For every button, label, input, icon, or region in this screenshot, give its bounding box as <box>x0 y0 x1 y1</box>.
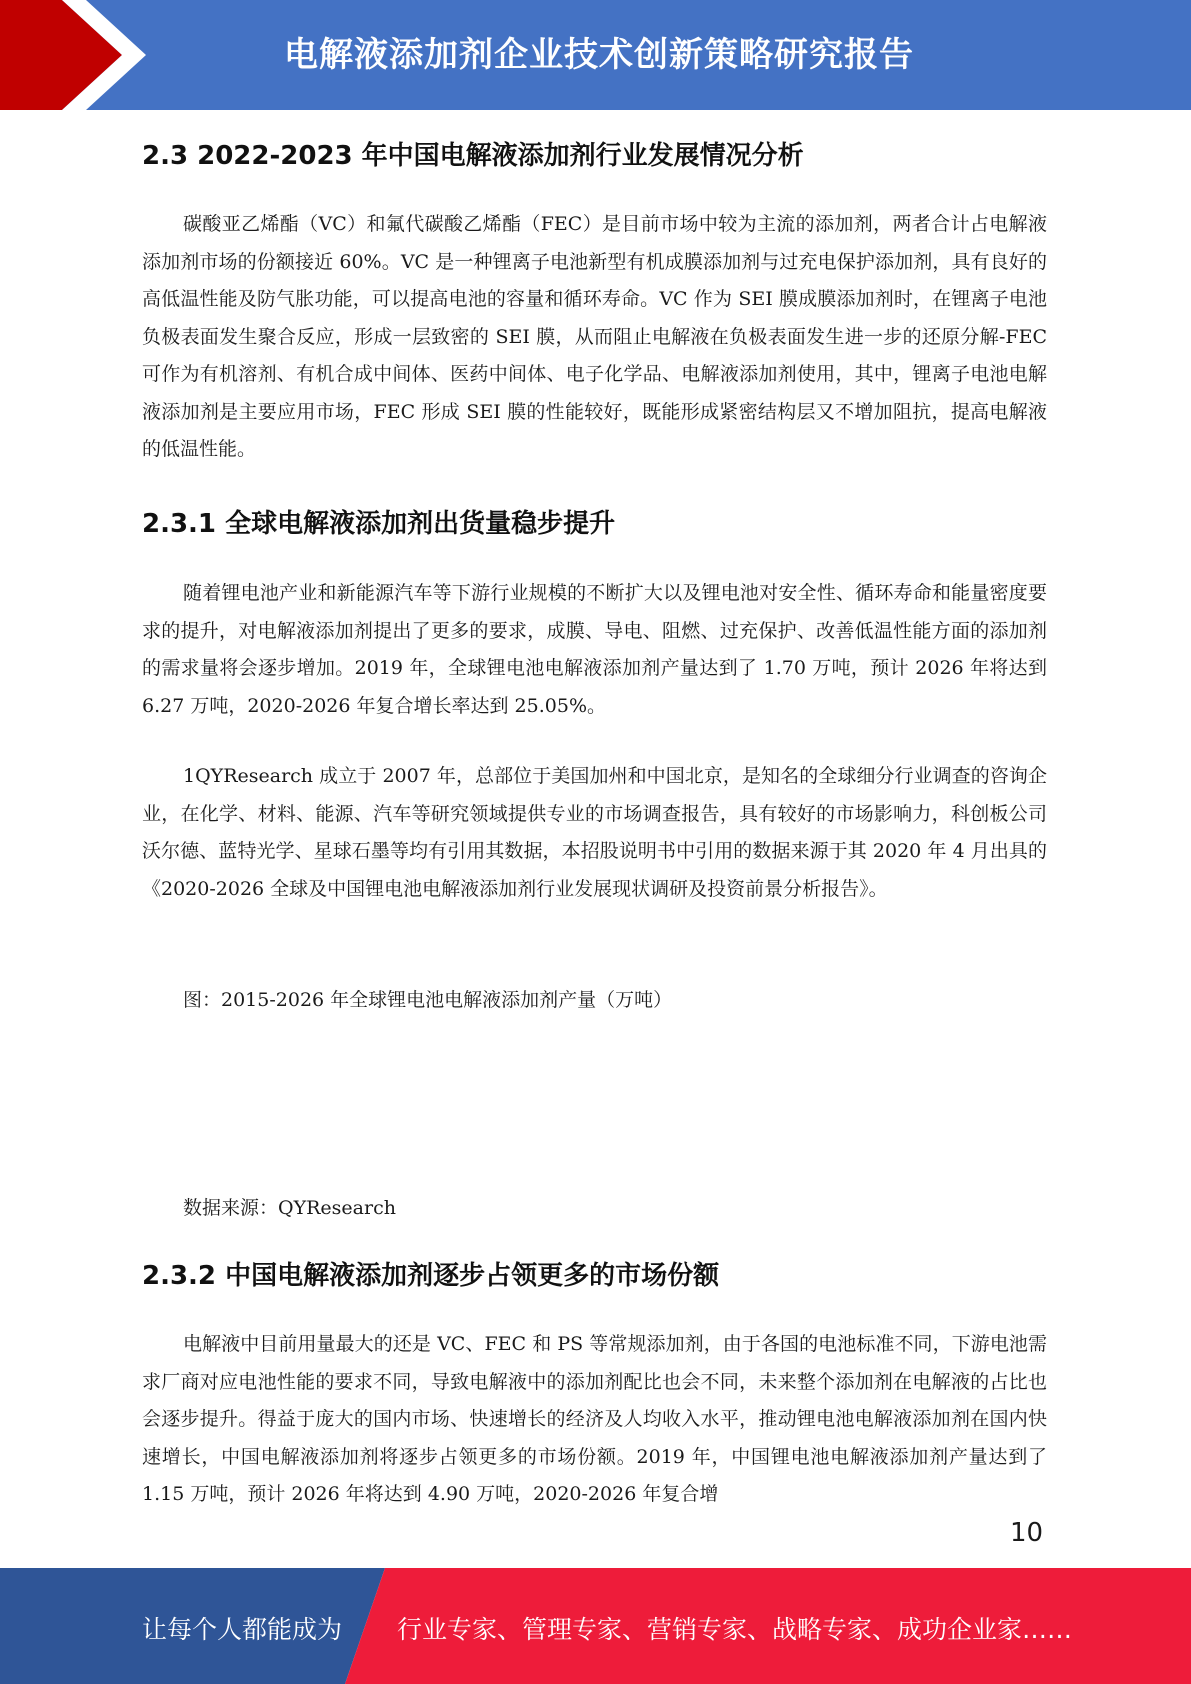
section-2-3-paragraph: 碳酸亚乙烯酯（VC）和氟代碳酸乙烯酯（FEC）是目前市场中较为主流的添加剂，两者合计占电解液添加剂市场的份额接近 60%。VC 是一种锂离子电池新型有机成膜添加剂与过充电保护添加剂，具有良好的高低温性能及防气胀功能，可以提高电池的容量和循环寿命。VC 作为 SEI 膜成膜添加剂时，在锂离子电池负极表面发生聚合反应，形成一层致密的 SEI 膜，从而阻止电解液在负极表面发生进一步的还原分解-FEC 可作为有机溶剂、有机合成中间体、医药中间体、电子化学品、电解液添加剂使用，其中，锂离子电池电解液添加剂是主要应用市场，FEC 形成 SEI 膜的性能较好，既能形成紧密结构层又不增加阻抗，提高电解液的低温性能。 <box>142 213 1047 460</box>
footer-slogan-right: 行业专家、管理专家、营销专家、战略专家、成功企业家…… <box>397 1615 1073 1644</box>
footer-slogan-left: 让每个人都能成为 <box>142 1615 343 1644</box>
section-2-3-2-heading: 2.3.2 中国电解液添加剂逐步占领更多的市场份额 <box>142 1261 720 1291</box>
page-number: 10 <box>1010 1518 1044 1548</box>
section-2-3-1-paragraph-1: 随着锂电池产业和新能源汽车等下游行业规模的不断扩大以及锂电池对安全性、循环寿命和能量密度要求的提升，对电解液添加剂提出了更多的要求，成膜、导电、阻燃、过充保护、改善低温性能方面的添加剂的需求量将会逐步增加。2019 年，全球锂电池电解液添加剂产量达到了 1.70 万吨，预计 2026 年将达到 6.27 万吨，2020-2026 年复合增长率达到 25.05%。 <box>142 582 1047 717</box>
figure-caption: 图：2015-2026 年全球锂电池电解液添加剂产量（万吨） <box>183 989 673 1011</box>
section-2-3-1-paragraph-2: 1QYResearch 成立于 2007 年，总部位于美国加州和中国北京，是知名的全球细分行业调查的咨询企业，在化学、材料、能源、汽车等研究领域提供专业的市场调查报告，具有较好的市场影响力，科创板公司沃尔德、蓝特光学、星球石墨等均有引用其数据，本招股说明书中引用的数据来源于其 2020 年 4 月出具的《2020-2026 全球及中国锂电池电解液添加剂行业发展现状调研及投资前景分析报告》。 <box>142 765 1047 900</box>
section-2-3-1-heading: 2.3.1 全球电解液添加剂出货量稳步提升 <box>142 509 616 539</box>
section-2-3-2-paragraph: 电解液中目前用量最大的还是 VC、FEC 和 PS 等常规添加剂，由于各国的电池标准不同，下游电池需求厂商对应电池性能的要求不同，导致电解液中的添加剂配比也会不同，未来整个添加剂在电解液的占比也会逐步提升。得益于庞大的国内市场、快速增长的经济及人均收入水平，推动锂电池电解液添加剂在国内快速增长，中国电解液添加剂将逐步占领更多的市场份额。2019 年，中国锂电池电解液添加剂产量达到了 1.15 万吨，预计 2026 年将达到 4.90 万吨，2020-2026 年复合增 <box>142 1333 1047 1505</box>
section-2-3-heading: 2.3 2022-2023 年中国电解液添加剂行业发展情况分析 <box>142 141 804 171</box>
header-title: 电解液添加剂企业技术创新策略研究报告 <box>284 35 914 75</box>
page-footer <box>0 1568 1191 1684</box>
page-header <box>0 0 1191 110</box>
data-source-note: 数据来源：QYResearch <box>183 1197 396 1219</box>
